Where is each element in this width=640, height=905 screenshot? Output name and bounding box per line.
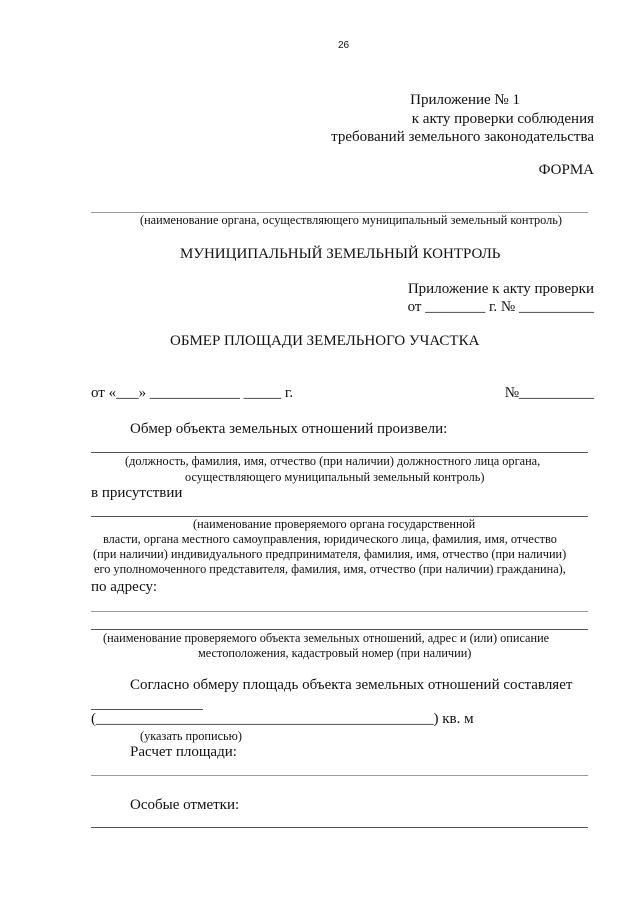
address-label: по адресу: <box>91 579 158 595</box>
date-line: от «___» ____________ _____ г. <box>91 385 294 401</box>
appendix-subtitle: к акту проверки соблюдения <box>411 111 594 127</box>
object-caption-line-1: (наименование проверяемого объекта земельных отношений, адрес и (или) описание <box>103 631 550 645</box>
measured-by-label: Обмер объекта земельных отношений произвели: <box>130 421 448 437</box>
form-label: ФОРМА <box>538 162 594 178</box>
address-line-2 <box>91 629 588 630</box>
area-statement: Согласно обмеру площадь объекта земельных отношений составляет <box>130 677 573 693</box>
words-caption: (указать прописью) <box>140 729 242 743</box>
notes-label: Особые отметки: <box>130 797 240 813</box>
official-caption-line-2: осуществляющего муниципальный земельный контроль) <box>185 470 485 484</box>
area-value-line <box>91 709 203 710</box>
inspected-caption-line-2: власти, органа местного самоуправления, юридического лица, фамилия, имя, отчество <box>103 532 557 546</box>
document-title: ОБМЕР ПЛОЩАДИ ЗЕМЕЛЬНОГО УЧАСТКА <box>170 333 480 349</box>
inspected-caption-line-4: его уполномоченного представителя, фамилия, имя, отчество (при наличии) гражданина), <box>94 562 566 576</box>
notes-line <box>91 827 588 828</box>
calculation-line <box>91 775 588 776</box>
calculation-label: Расчет площади: <box>130 744 237 760</box>
number-line: №__________ <box>504 385 594 401</box>
act-appendix-date-number: от ________ г. № __________ <box>407 299 594 315</box>
official-caption-line-1: (должность, фамилия, имя, отчество (при наличии) должностного лица органа, <box>125 454 541 468</box>
appendix-number: Приложение № 1 <box>410 92 520 108</box>
area-words-field: (_____________________________________________) кв. м <box>91 711 474 727</box>
official-line <box>91 452 588 453</box>
control-title: МУНИЦИПАЛЬНЫЙ ЗЕМЕЛЬНЫЙ КОНТРОЛЬ <box>180 246 501 262</box>
inspected-caption-line-3: (при наличии) индивидуального предпринимателя, фамилия, имя, отчество (при наличии) <box>93 547 567 561</box>
act-appendix-title: Приложение к акту проверки <box>407 281 594 297</box>
page-number: 26 <box>338 40 350 51</box>
presence-label: в присутствии <box>91 485 183 501</box>
object-caption-line-2: местоположения, кадастровый номер (при наличии) <box>198 646 472 660</box>
inspected-caption-line-1: (наименование проверяемого органа государственной <box>193 517 476 531</box>
address-line-1 <box>91 611 588 612</box>
appendix-subtitle-2: требований земельного законодательства <box>331 129 594 145</box>
authority-caption: (наименование органа, осуществляющего муниципальный земельный контроль) <box>140 213 562 227</box>
